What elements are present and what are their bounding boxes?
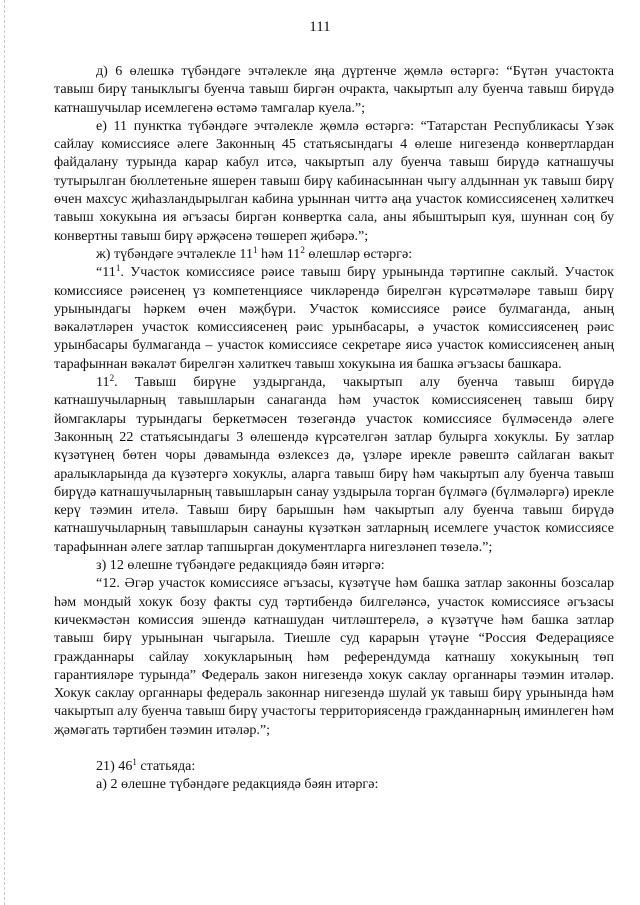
paragraph: [54, 263, 614, 373]
paragraph: [54, 373, 614, 556]
paragraph-text: 11: [96, 374, 110, 391]
paragraph: [54, 245, 614, 263]
paragraph-text: а) 2 өлешне түбәндәге редакциядә бәян итәргә:: [96, 776, 379, 793]
paragraph-text: д) 6 өлешкә түбәндәге эчтәлекле яңа дүртенче җөмлә өстәргә: “Бүтән участокта тавыш бирү таныклыгы буенча тавыш биргән очракта, чакыртып алу буенча тавыш бирүдә катнашучылар исемлегенә өстәмә тамгалар куела.”;: [54, 63, 614, 116]
paragraph-text: өлешләр өстәргә:: [304, 245, 413, 262]
paragraph-text: е) 11 пунктка түбәндәге эчтәлекле җөмлә өстәргә: “Татарстан Республикасы Үзәк сайлау комиссиясе әлеге Законның 45 статьясындагы 4 өлеше нигезендә конвертлардан файдалану турында карар кабул итсә, чакыртып алу буенча тавыш бирүдә катнашучы тутырылган бюллетеньне яшерен тавыш бирү кабинасыннан чыгу алдыннан ук тавыш бирү өчен махсус җиһазландырылган кабина урыннан читтә аңа участок комиссиясенең хәлиткеч тавыш хокукына ия әгъзасы биргән конвертка сала, аны ябыштырып куя, шуннан соң бу конвертны тавыш бирү әрҗәсенә төшереп җибәрә.”;: [54, 117, 614, 244]
superscript-text: 1: [132, 756, 137, 767]
paragraph-text: статьяда:: [136, 757, 196, 774]
paragraph: [54, 775, 614, 793]
scan-left-edge: [4, 0, 6, 905]
superscript-text: 2: [109, 373, 115, 384]
paragraph-text: “12. Әгәр участок комиссиясе әгъзасы, күзәтүче һәм башка затлар законны бозсалар һәм мондый хокук бозу факты суд тәртибендә билгеләнсә, участок комиссиясе әгъзасы кичекмәстән комиссия эшендә катнашудан читләштерелә, ә күзәтүче һәм башка затлар тавыш бирү урынынан чыгарыла. Тиешле суд карарын үтәүне “Россия Федерациясе гражданнары сайлау хокукларының һәм референдумда катнашу хокукының төп гарантияләре турында” Федераль закон нигезендә хокук саклау органнары тәэмин итәләр. Хокук саклау органнары федераль законнар нигезендә шулай ук тавыш бирү урынында һәм чакыртып алу буенча тавыш бирү участогы территориясендә гражданнарның иминлеген һәм җәмәгать тәртибен тәэмин итәләр.”;: [54, 575, 614, 738]
paragraph-text: . Тавыш бирүне уздырганда, чакыртып алу буенча тавыш бирүдә катнашучыларның тавышларын санаганда һәм участок комиссиясенең тавыш бирү йомгаклары турындагы беркетмәсен төзегәндә участок комиссиясе бүлмәсендә әлеге Законның 22 статьясындагы 3 өлешендә күрсәтелгән затлар булырга хокуклы. Бу затлар күзәтүнең бөтен чоры дәвамында өзлексез дә, үзләре ирекле рәвештә сайлаган вакыт аралыкларында да күзәтергә хокуклы, аларга тавыш бирү һәм чакыртып алу буенча тавыш бирүдә катнашучыларның тавышларын санау уздырыла торган бүлмәгә (бүлмәләргә) ирекле керү тәэмин ителә. Тавыш бирү барышын һәм чакыртып алу буенча тавыш бирүдә катнашучыларның тавышларын санауны күзәткән затларның исемлеге участок комиссиясе тарафыннан әлеге затлар тапшырган документларга нигезләнеп төзелә.”;: [54, 374, 614, 555]
paragraph: [54, 62, 614, 117]
superscript-text: 2: [300, 244, 305, 255]
superscript-text: 1: [253, 244, 258, 255]
paragraph-gap: [54, 739, 614, 757]
paragraph: [54, 556, 614, 574]
document-body: [54, 62, 614, 794]
paragraph-text: з) 12 өлешне түбәндәге редакциядә бәян итәргә:: [96, 557, 385, 574]
paragraph-text: “11: [96, 264, 116, 281]
superscript-text: 1: [115, 263, 121, 274]
paragraph: [54, 117, 614, 245]
paragraph-text: ж) түбәндәге эчтәлекле 11: [96, 245, 253, 262]
paragraph-text: . Участок комиссиясе рәисе тавыш бирү урынында тәртипне саклый. Участок комиссиясе рәисенең үз компетенциясе чикләрендә бирелгән күрсәтмәләре тавыш бирү урынындагы һәркем өчен мәҗбүри. Участок комиссиясе рәисе булмаганда, аның вәкаләтләрен участок комиссиясенең рәис урынбасары, ә участок комиссиясенең рәис урынбасары булмаганда – участок комиссиясе секретаре яисә участок комиссиясенең аның тарафыннан вәкаләт бирелгән хәлиткеч тавыш хокукына ия башка әгъзасы башкара.: [54, 264, 614, 372]
paragraph: [54, 757, 614, 775]
paragraph-text: һәм 11: [257, 245, 301, 262]
paragraph-text: 21) 46: [96, 757, 133, 774]
paragraph: [54, 574, 614, 739]
page-number: 111: [309, 19, 331, 35]
